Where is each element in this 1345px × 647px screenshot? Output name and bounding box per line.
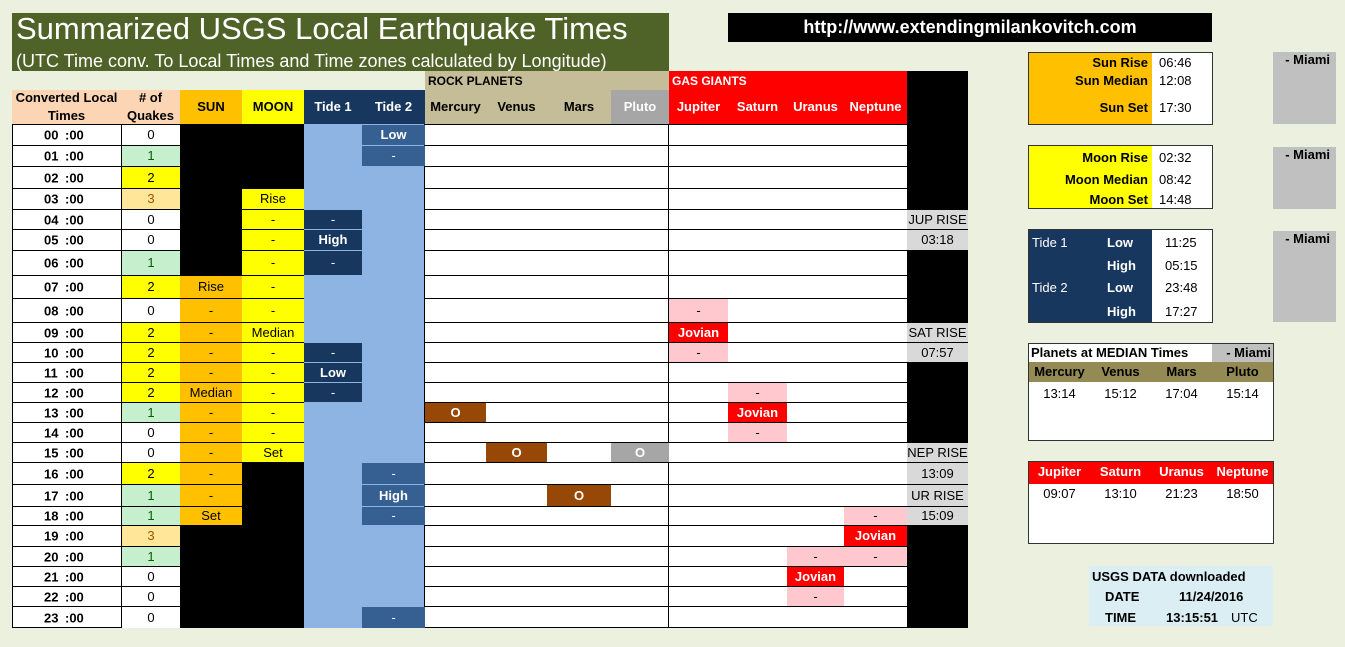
moon-mark: -: [242, 276, 304, 298]
median-planet-name: Pluto: [1226, 364, 1259, 379]
quake-count: 0: [122, 443, 180, 462]
row-time: 15 :00: [44, 445, 84, 460]
website-url[interactable]: http://www.extendingmilankovitch.com: [728, 13, 1212, 42]
moon-mark: Median: [242, 323, 304, 342]
row-time: 18 :00: [44, 508, 84, 524]
venus-mark: O: [486, 443, 547, 462]
row-time: 04 :00: [44, 212, 84, 227]
planet-rise-note: JUP RISE: [908, 212, 967, 227]
page-subtitle: (UTC Time conv. To Local Times and Time zones calculated by Longitude): [16, 51, 607, 71]
row-time: 00 :00: [44, 127, 84, 143]
saturn-mark: Jovian: [728, 403, 787, 422]
usgs-download-box: [1089, 566, 1273, 626]
moon-mark: Set: [242, 443, 304, 462]
quake-count: 1: [122, 146, 180, 166]
sun-mark: -: [180, 343, 242, 362]
tide2-mark: High: [362, 485, 425, 506]
sun-mark: -: [180, 299, 242, 322]
quake-count: 2: [122, 343, 180, 362]
tide2-mark: -: [362, 463, 425, 484]
header-tide1: Tide 1: [304, 90, 362, 124]
quake-count: 0: [122, 423, 180, 442]
tide1-high-label: High: [1107, 258, 1136, 273]
quake-count: 0: [122, 587, 180, 606]
median-planet-name: Saturn: [1099, 464, 1142, 479]
quake-count: 2: [122, 363, 180, 382]
row-time: 08 :00: [44, 303, 84, 318]
sun-times-box: [1028, 52, 1213, 125]
header-black-block: [907, 71, 968, 124]
quake-count: 3: [122, 189, 180, 209]
quake-count: 1: [122, 251, 180, 275]
sun-set-label: Sun Set: [1099, 100, 1148, 115]
row-time: 21 :00: [44, 569, 84, 584]
moon-rise-label: Moon Rise: [1082, 150, 1148, 165]
row-time: 02 :00: [44, 170, 84, 185]
tide2-low-label: Low: [1107, 280, 1133, 295]
tide1-mark: -: [304, 383, 362, 402]
header-pluto: Pluto: [611, 90, 669, 124]
moon-set-label: Moon Set: [1089, 192, 1148, 207]
jupiter-mark: -: [669, 343, 728, 362]
usgs-time-value: 13:15:51: [1166, 610, 1219, 625]
moon-mark: Rise: [242, 189, 304, 209]
sun-set-value: 17:30: [1159, 100, 1192, 115]
location-miami-2: - Miami: [1273, 147, 1336, 209]
moon-mark: -: [242, 343, 304, 362]
median-planet-name: Uranus: [1159, 464, 1204, 479]
quake-count: 0: [122, 210, 180, 229]
sun-rise-value: 06:46: [1159, 55, 1192, 70]
tide1-label: Tide 1: [1032, 235, 1068, 250]
moon-median-label: Moon Median: [1064, 172, 1148, 187]
sun-mark: -: [180, 323, 242, 342]
saturn-mark: -: [728, 423, 787, 442]
planets-median-box: [1028, 343, 1274, 441]
moon-set-value: 14:48: [1159, 192, 1192, 207]
sun-median-label: Sun Median: [1075, 73, 1148, 88]
header-quakes: # of Quakes: [121, 90, 180, 124]
row-time: 07 :00: [44, 279, 84, 295]
quake-count: 3: [122, 526, 180, 546]
quake-count: 2: [122, 383, 180, 402]
row-time: 22 :00: [44, 589, 84, 604]
moon-mark: -: [242, 363, 304, 382]
sun-mark: -: [180, 463, 242, 484]
moon-mark: -: [242, 299, 304, 322]
header-mars: Mars: [547, 90, 611, 124]
quake-count: 0: [122, 230, 180, 250]
sun-mark: -: [180, 485, 242, 506]
tide2-high-value: 17:27: [1165, 304, 1198, 319]
planet-rise-note: 07:57: [907, 343, 968, 362]
sun-mark: -: [180, 443, 242, 462]
planet-rise-note: UR RISE: [907, 485, 968, 506]
tide2-mark: -: [362, 146, 425, 166]
row-time: 13 :00: [44, 405, 84, 420]
tide-times-box: [1028, 229, 1213, 323]
row-time: 23 :00: [44, 610, 84, 625]
sun-mark: Rise: [180, 276, 242, 298]
sun-mark: -: [180, 423, 242, 442]
rock-planets-label: ROCK PLANETS: [425, 71, 669, 90]
row-time: 09 :00: [44, 325, 84, 340]
row-time: 17 :00: [44, 488, 84, 503]
planet-rise-note: 13:09: [907, 463, 968, 484]
quake-count: 1: [122, 403, 180, 422]
jupiter-mark: -: [669, 299, 728, 322]
median-planet-time: 18:50: [1226, 486, 1259, 501]
row-time: 12 :00: [44, 385, 84, 400]
quake-count: 1: [122, 507, 180, 525]
row-time: 20 :00: [44, 549, 84, 564]
median-planet-name: Mars: [1166, 364, 1197, 379]
neptune-mark: -: [844, 507, 907, 525]
header-sun: SUN: [180, 90, 242, 124]
usgs-timezone: UTC: [1231, 610, 1258, 625]
planet-rise-note: 03:18: [907, 230, 968, 250]
sun-rise-label: Sun Rise: [1092, 55, 1148, 70]
sun-mark: -: [180, 403, 242, 422]
sun-median-value: 12:08: [1159, 73, 1192, 88]
median-planet-name: Venus: [1101, 364, 1140, 379]
uranus-mark: -: [787, 587, 844, 606]
header-neptune: Neptune: [844, 90, 907, 124]
usgs-date-label: DATE: [1105, 589, 1140, 604]
header-tide2: Tide 2: [362, 90, 425, 124]
location-miami-4: - Miami: [1212, 344, 1273, 362]
earthquake-times-grid: [12, 124, 968, 628]
header-converted-times: Converted Local Times: [12, 90, 121, 124]
page-title: Summarized USGS Local Earthquake Times: [16, 11, 628, 46]
mars-mark: O: [547, 485, 611, 506]
median-planet-time: 09:07: [1043, 486, 1076, 501]
neptune-mark: -: [844, 547, 907, 566]
tide1-mark: Low: [304, 363, 362, 382]
header-moon: MOON: [242, 90, 304, 124]
header-jupiter: Jupiter: [669, 90, 728, 124]
tide2-high-label: High: [1107, 304, 1136, 319]
tide2-mark: -: [362, 507, 425, 525]
moon-median-value: 08:42: [1159, 172, 1192, 187]
quake-count: 0: [122, 567, 180, 586]
planet-rise-note: NEP RISE: [907, 445, 968, 460]
tide1-mark: -: [304, 251, 362, 275]
sun-mark: Median: [180, 383, 242, 402]
usgs-title: USGS DATA downloaded: [1092, 569, 1246, 584]
tide1-mark: High: [304, 230, 362, 250]
median-planet-time: 13:10: [1104, 486, 1137, 501]
row-time: 11 :00: [44, 365, 84, 380]
median-planet-name: Mercury: [1034, 364, 1085, 379]
row-time: 05 :00: [44, 232, 84, 248]
header-uranus: Uranus: [787, 90, 844, 124]
median-planet-time: 21:23: [1165, 486, 1198, 501]
sun-mark: -: [180, 363, 242, 382]
pluto-mark: O: [611, 443, 669, 462]
tide2-mark: -: [362, 607, 425, 628]
header-saturn: Saturn: [728, 90, 787, 124]
uranus-mark: Jovian: [787, 567, 844, 586]
jupiter-mark: Jovian: [669, 323, 728, 342]
quake-count: 0: [122, 299, 180, 322]
title-banner: [12, 13, 669, 71]
tide1-high-value: 05:15: [1165, 258, 1198, 273]
median-planet-name: Jupiter: [1037, 464, 1082, 479]
tide1-mark: -: [304, 343, 362, 362]
median-box-title: Planets at MEDIAN Times: [1031, 345, 1189, 360]
quake-count: 2: [122, 276, 180, 298]
usgs-time-label: TIME: [1105, 610, 1137, 625]
row-time: 16 :00: [44, 466, 84, 481]
quake-count: 2: [122, 323, 180, 342]
quake-count: 2: [122, 167, 180, 188]
tide2-label: Tide 2: [1032, 280, 1068, 295]
moon-rise-value: 02:32: [1159, 150, 1192, 165]
moon-mark: -: [242, 423, 304, 442]
row-time: 10 :00: [44, 345, 84, 360]
moon-mark: -: [242, 230, 304, 250]
row-time: 06 :00: [44, 255, 84, 271]
gas-giants-label: GAS GIANTS: [669, 71, 907, 90]
quake-count: 0: [122, 607, 180, 628]
median-planet-name: Neptune: [1216, 464, 1269, 479]
moon-mark: -: [242, 383, 304, 402]
planet-rise-note: 15:09: [907, 507, 968, 525]
median-planet-time: 13:14: [1043, 386, 1076, 401]
location-miami-1: - Miami: [1273, 52, 1336, 124]
row-time: 19 :00: [44, 528, 84, 544]
moon-mark: -: [242, 403, 304, 422]
header-mercury: Mercury: [425, 90, 486, 124]
moon-mark: -: [242, 251, 304, 275]
median-planet-time: 17:04: [1165, 386, 1198, 401]
row-time: 01 :00: [44, 148, 84, 164]
moon-times-box: [1028, 145, 1213, 209]
tide1-low-value: 11:25: [1165, 235, 1197, 250]
median-planet-time: 15:12: [1104, 386, 1137, 401]
tide1-mark: -: [304, 210, 362, 229]
mercury-mark: O: [425, 403, 486, 422]
saturn-mark: -: [728, 383, 787, 402]
location-miami-3: - Miami: [1273, 231, 1336, 322]
quake-count: 1: [122, 547, 180, 566]
planet-rise-note: SAT RISE: [908, 325, 967, 340]
usgs-date-value: 11/24/2016: [1179, 589, 1244, 604]
tide2-mark: Low: [362, 125, 425, 145]
quake-count: 1: [122, 485, 180, 506]
quake-count: 0: [122, 125, 180, 145]
neptune-mark: Jovian: [844, 526, 907, 546]
moon-mark: -: [242, 210, 304, 229]
sun-mark: Set: [180, 507, 242, 525]
quake-count: 2: [122, 463, 180, 484]
tide2-low-value: 23:48: [1165, 280, 1198, 295]
tide1-low-label: Low: [1107, 235, 1133, 250]
header-venus: Venus: [486, 90, 547, 124]
row-time: 03 :00: [44, 191, 84, 207]
uranus-mark: -: [787, 547, 844, 566]
row-time: 14 :00: [44, 425, 84, 440]
gas-median-box: [1028, 461, 1274, 544]
median-planet-time: 15:14: [1226, 386, 1259, 401]
